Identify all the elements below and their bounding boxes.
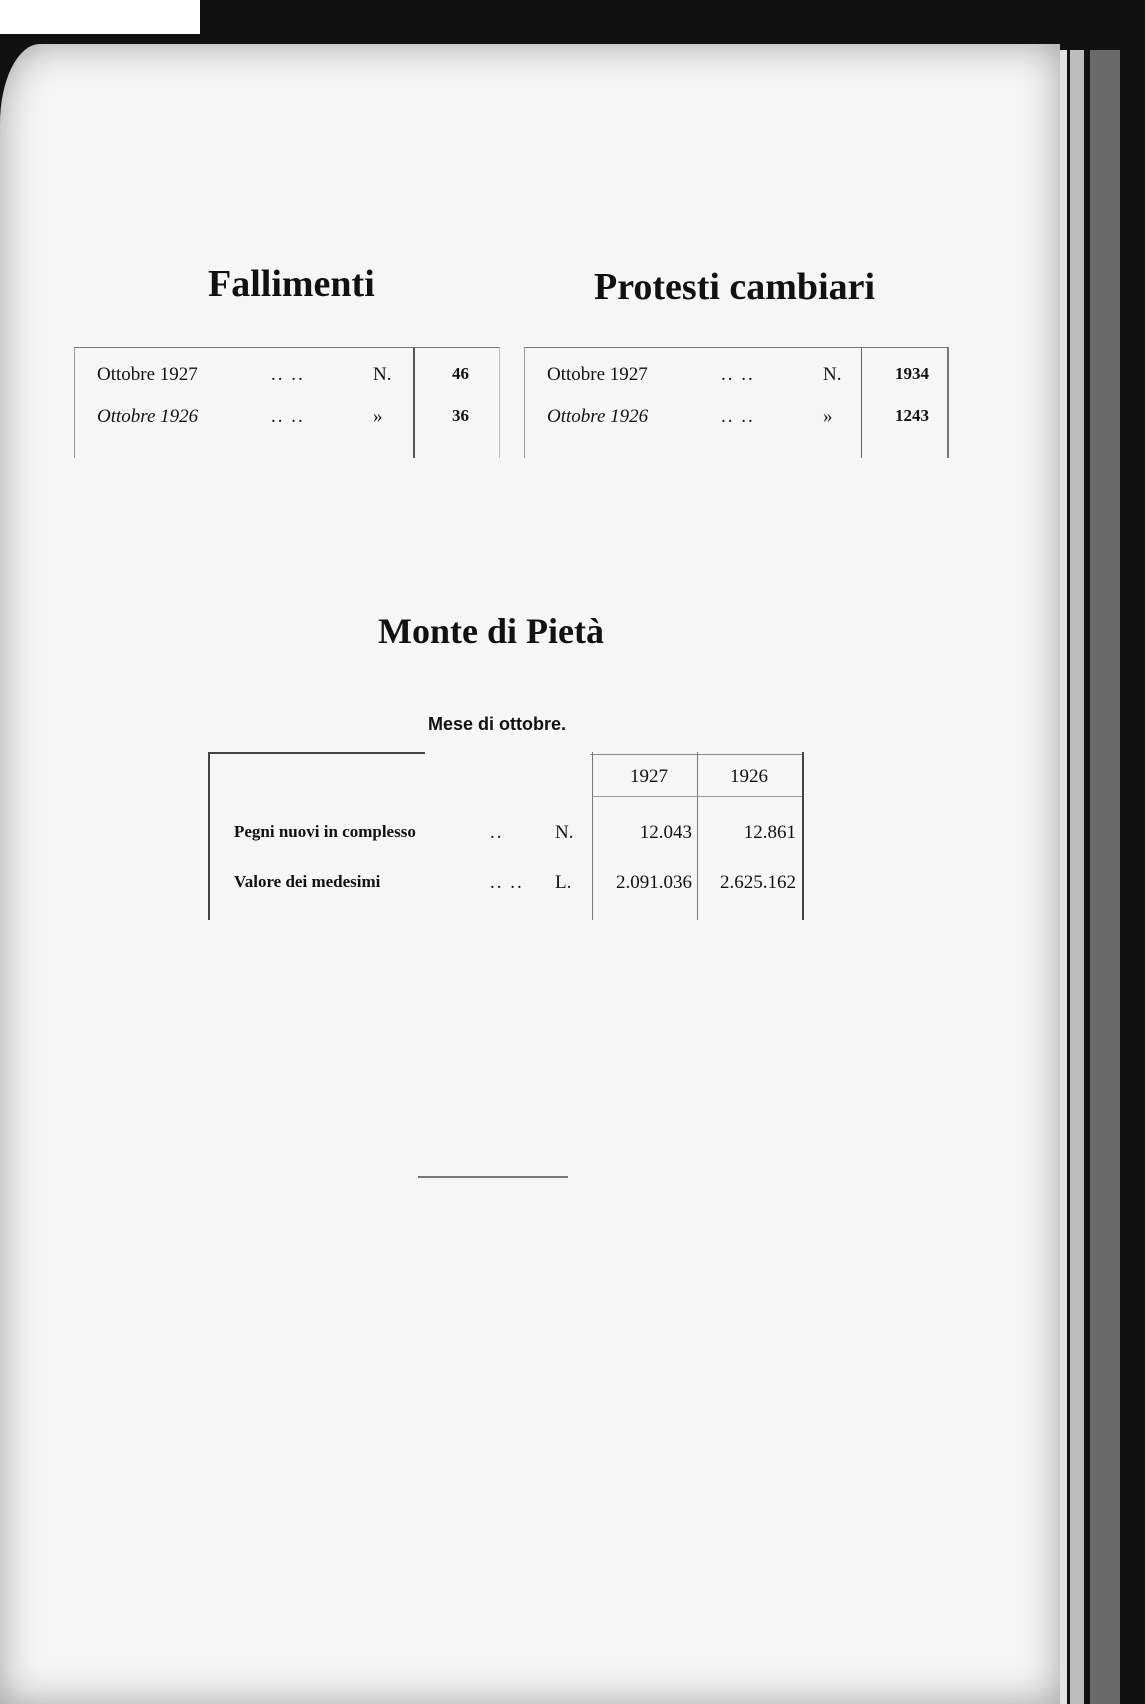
monte-title: Monte di Pietà [378, 611, 604, 651]
fallimenti-table [74, 347, 500, 458]
row-unit: » [373, 406, 383, 427]
row-label: Valore dei medesimi [234, 872, 381, 891]
fallimenti-title: Fallimenti [208, 263, 375, 305]
cell-1926: 12.861 [743, 822, 796, 843]
row-dots: .. [490, 822, 504, 843]
column-header-1926: 1926 [730, 766, 768, 787]
row-dots: .. .. [721, 406, 755, 427]
row-value: 1243 [895, 406, 929, 425]
protesti-table [524, 347, 949, 458]
monte-table [208, 752, 804, 920]
header-underline [592, 796, 802, 797]
top-margin-strip [0, 0, 200, 34]
row-dots: .. .. [490, 872, 524, 893]
row-value: 46 [452, 364, 469, 383]
monte-subtitle: Mese di ottobre. [428, 714, 567, 734]
cell-1926: 2.625.162 [720, 872, 796, 893]
row-dots: .. .. [271, 406, 305, 427]
table-row [525, 406, 947, 446]
row-unit: L. [555, 872, 572, 893]
row-label: Ottobre 1926 [97, 406, 199, 427]
page-edge-dark [1090, 50, 1120, 1704]
table-row [75, 406, 499, 446]
row-unit: N. [373, 364, 392, 385]
row-dots: .. .. [271, 364, 305, 385]
table-row [75, 364, 499, 404]
row-unit: N. [555, 822, 574, 843]
row-label: Ottobre 1926 [547, 406, 649, 427]
table-row [525, 364, 947, 404]
cell-1927: 12.043 [639, 822, 692, 843]
row-unit: N. [823, 364, 842, 385]
page-edge-mid [1070, 50, 1084, 1704]
protesti-title: Protesti cambiari [594, 266, 876, 308]
row-label: Ottobre 1927 [97, 364, 198, 385]
table-header-rule [590, 754, 802, 755]
column-separator [592, 752, 593, 920]
column-separator [697, 752, 698, 920]
table-top-rule [210, 752, 425, 754]
row-label: Ottobre 1927 [547, 364, 648, 385]
column-header-1927: 1927 [630, 766, 668, 787]
row-value: 1934 [895, 364, 929, 383]
row-unit: » [823, 406, 833, 427]
row-label: Pegni nuovi in complesso [234, 822, 416, 841]
row-value: 36 [452, 406, 469, 425]
row-dots: .. .. [721, 364, 755, 385]
cell-1927: 2.091.036 [616, 872, 692, 893]
closing-rule [418, 1176, 568, 1178]
